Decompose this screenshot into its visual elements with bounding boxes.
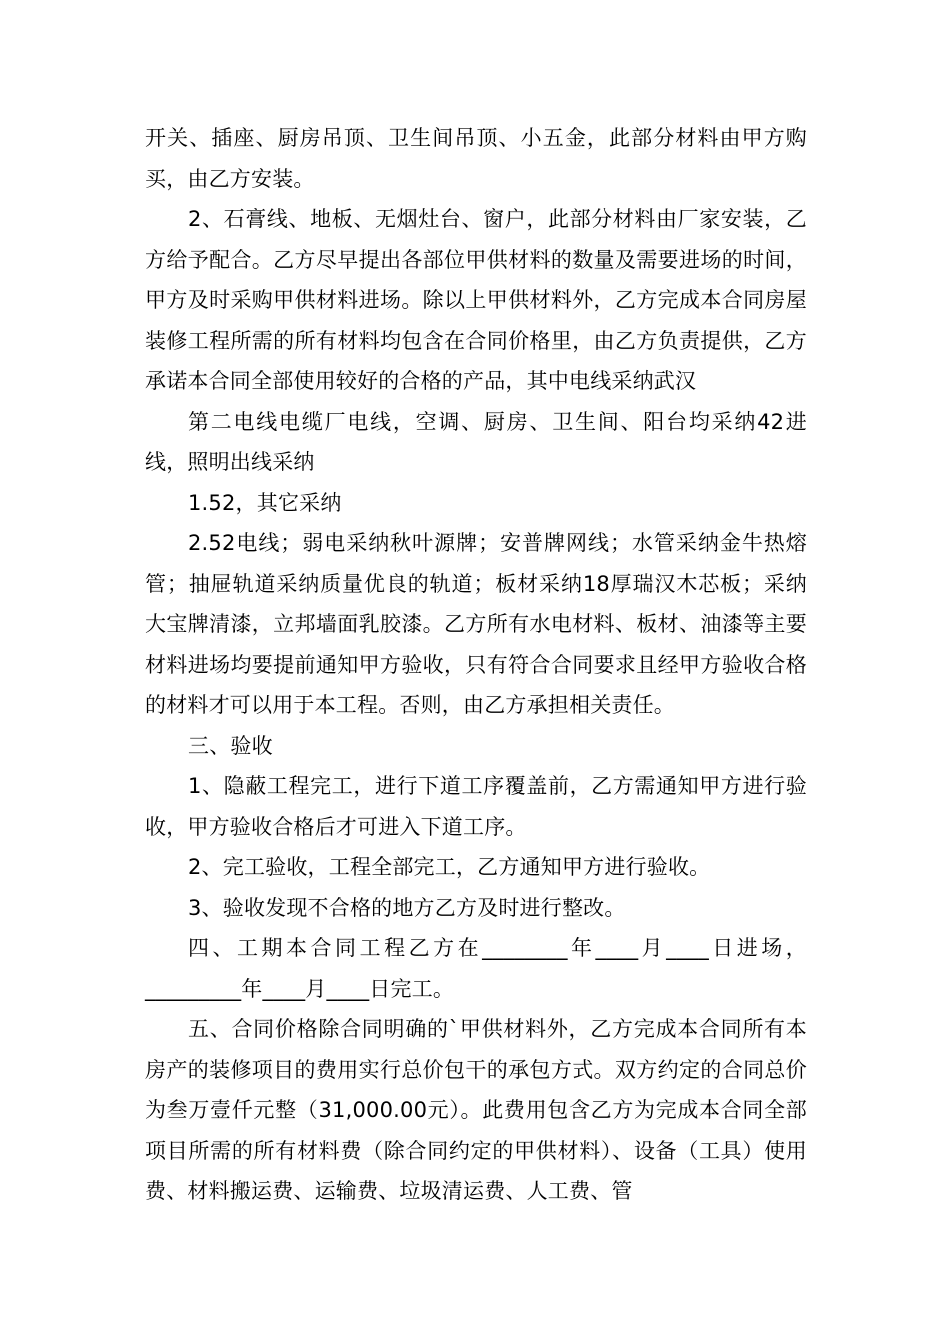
- paragraph-7: 1、隐蔽工程完工，进行下道工序覆盖前，乙方需通知甲方进行验收，甲方验收合格后才可进入下道工序。: [145, 774, 807, 839]
- paragraph-schedule: 四、工期本合同工程乙方在________年____月____日进场，_________年____月____日完工。: [145, 936, 807, 1001]
- paragraph-price: 五、合同价格除合同明确的`甲供材料外，乙方完成本合同所有本房产的装修项目的费用实行总价包干的承包方式。双方约定的合同总价为叁万壹仟元整（31,000.00元）。此费用包含乙方为完成本合同全部项目所需的所有材料费（除合同约定的甲供材料）、设备（工具）使用费、材料搬运费、运输费、垃圾清运费、人工费、管: [145, 1017, 807, 1203]
- document-body: [145, 118, 807, 1212]
- paragraph-4: 1.52，其它采纳: [188, 490, 342, 515]
- paragraph-1: 开关、插座、厨房吊顶、卫生间吊顶、小五金，此部分材料由甲方购买，由乙方安装。: [145, 126, 807, 191]
- paragraph-3: 第二电线电缆厂电线，空调、厨房、卫生间、阳台均采纳42进线，照明出线采纳: [145, 409, 807, 474]
- paragraph-2: 2、石膏线、地板、无烟灶台、窗户，此部分材料由厂家安装，乙方给予配合。乙方尽早提出各部位甲供材料的数量及需要进场的时间，甲方及时采购甲供材料进场。除以上甲供材料外，乙方完成本合同房屋装修工程所需的所有材料均包含在合同价格里，由乙方负责提供，乙方承诺本合同全部使用较好的合格的产品，其中电线采纳武汉: [145, 207, 807, 393]
- paragraph-9: 3、验收发现不合格的地方乙方及时进行整改。: [188, 895, 626, 920]
- paragraph-8: 2、完工验收，工程全部完工，乙方通知甲方进行验收。: [188, 855, 711, 879]
- section-heading-acceptance: 三、验收: [188, 733, 273, 758]
- paragraph-5: 2.52电线；弱电采纳秋叶源牌；安普牌网线；水管采纳金牛热熔管；抽屉轨道采纳质量优良的轨道；板材采纳18厚瑞汉木芯板；采纳大宝牌清漆，立邦墙面乳胶漆。乙方所有水电材料、板材、油漆等主要材料进场均要提前通知甲方验收，只有符合合同要求且经甲方验收合格的材料才可以用于本工程。否则，由乙方承担相关责任。: [145, 531, 807, 717]
